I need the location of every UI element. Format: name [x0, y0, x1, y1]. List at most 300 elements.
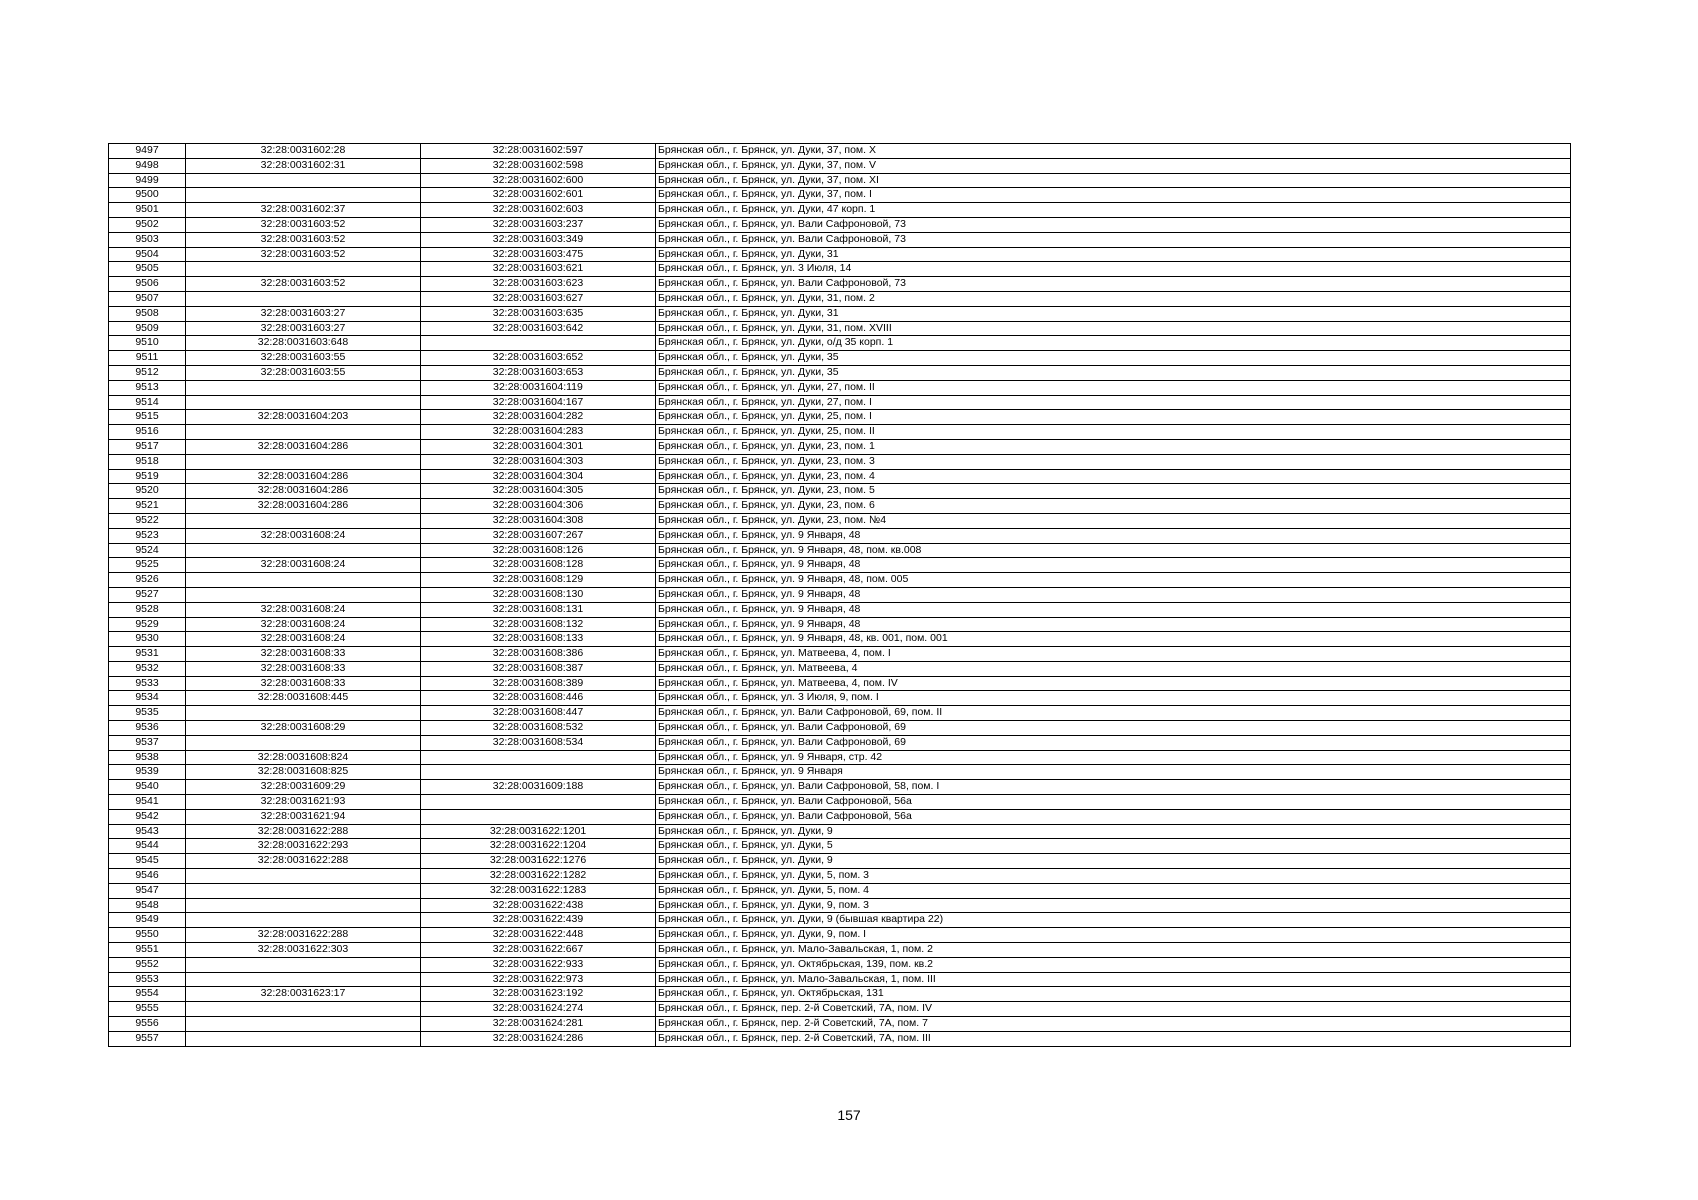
parcel-number-cell — [186, 262, 421, 277]
address-cell: Брянская обл., г. Брянск, ул. Дуки, 35 — [656, 351, 1571, 366]
address-cell: Брянская обл., г. Брянск, ул. 9 Января, 48, пом. 005 — [656, 573, 1571, 588]
object-number-cell: 32:28:0031623:192 — [421, 987, 656, 1002]
data-table — [108, 143, 1571, 1047]
parcel-number-cell — [186, 173, 421, 188]
object-number-cell: 32:28:0031608:386 — [421, 647, 656, 662]
row-number-cell: 9518 — [109, 454, 186, 469]
object-number-cell: 32:28:0031608:131 — [421, 602, 656, 617]
parcel-number-cell: 32:28:0031602:31 — [186, 158, 421, 173]
parcel-number-cell: 32:28:0031621:94 — [186, 809, 421, 824]
row-number-cell: 9543 — [109, 824, 186, 839]
table-row — [109, 410, 1571, 425]
table-row — [109, 676, 1571, 691]
table-row — [109, 943, 1571, 958]
parcel-number-cell: 32:28:0031603:27 — [186, 306, 421, 321]
row-number-cell: 9500 — [109, 188, 186, 203]
object-number-cell: 32:28:0031622:667 — [421, 943, 656, 958]
object-number-cell: 32:28:0031622:1201 — [421, 824, 656, 839]
table-row — [109, 587, 1571, 602]
parcel-number-cell: 32:28:0031602:28 — [186, 144, 421, 159]
object-number-cell: 32:28:0031603:349 — [421, 232, 656, 247]
row-number-cell: 9506 — [109, 277, 186, 292]
object-number-cell: 32:28:0031604:167 — [421, 395, 656, 410]
row-number-cell: 9545 — [109, 854, 186, 869]
row-number-cell: 9540 — [109, 780, 186, 795]
address-cell: Брянская обл., г. Брянск, ул. Дуки, 25, пом. II — [656, 425, 1571, 440]
parcel-number-cell — [186, 543, 421, 558]
address-cell: Брянская обл., г. Брянск, ул. Дуки, 9, пом. 3 — [656, 898, 1571, 913]
table-row — [109, 232, 1571, 247]
parcel-number-cell: 32:28:0031603:52 — [186, 232, 421, 247]
parcel-number-cell: 32:28:0031622:288 — [186, 928, 421, 943]
object-number-cell: 32:28:0031608:128 — [421, 558, 656, 573]
row-number-cell: 9507 — [109, 291, 186, 306]
table-row — [109, 188, 1571, 203]
address-cell: Брянская обл., г. Брянск, ул. Вали Сафроновой, 73 — [656, 217, 1571, 232]
address-cell: Брянская обл., г. Брянск, ул. Вали Сафроновой, 73 — [656, 232, 1571, 247]
parcel-number-cell: 32:28:0031621:93 — [186, 795, 421, 810]
row-number-cell: 9529 — [109, 617, 186, 632]
row-number-cell: 9508 — [109, 306, 186, 321]
object-number-cell: 32:28:0031603:621 — [421, 262, 656, 277]
table-row — [109, 750, 1571, 765]
address-cell: Брянская обл., г. Брянск, ул. 9 Января, 48 — [656, 602, 1571, 617]
object-number-cell: 32:28:0031608:130 — [421, 587, 656, 602]
parcel-number-cell: 32:28:0031603:52 — [186, 247, 421, 262]
address-cell: Брянская обл., г. Брянск, ул. Дуки, 37, пом. X — [656, 144, 1571, 159]
address-cell: Брянская обл., г. Брянск, ул. Вали Сафроновой, 69 — [656, 721, 1571, 736]
address-cell: Брянская обл., г. Брянск, ул. Дуки, 5, пом. 4 — [656, 883, 1571, 898]
address-cell: Брянская обл., г. Брянск, ул. Дуки, 25, пом. I — [656, 410, 1571, 425]
row-number-cell: 9549 — [109, 913, 186, 928]
table-row — [109, 558, 1571, 573]
parcel-number-cell: 32:28:0031603:55 — [186, 351, 421, 366]
object-number-cell: 32:28:0031608:446 — [421, 691, 656, 706]
address-cell: Брянская обл., г. Брянск, ул. Дуки, 27, пом. I — [656, 395, 1571, 410]
parcel-number-cell — [186, 706, 421, 721]
address-cell: Брянская обл., г. Брянск, ул. Матвеева, 4, пом. I — [656, 647, 1571, 662]
row-number-cell: 9553 — [109, 972, 186, 987]
address-cell: Брянская обл., г. Брянск, ул. 9 Января, 48 — [656, 528, 1571, 543]
parcel-number-cell: 32:28:0031608:24 — [186, 617, 421, 632]
row-number-cell: 9525 — [109, 558, 186, 573]
object-number-cell — [421, 765, 656, 780]
address-cell: Брянская обл., г. Брянск, ул. Дуки, 23, пом. №4 — [656, 513, 1571, 528]
parcel-number-cell: 32:28:0031608:445 — [186, 691, 421, 706]
address-cell: Брянская обл., г. Брянск, ул. Дуки, 47 корп. 1 — [656, 203, 1571, 218]
object-number-cell: 32:28:0031603:642 — [421, 321, 656, 336]
row-number-cell: 9512 — [109, 365, 186, 380]
parcel-number-cell — [186, 883, 421, 898]
address-cell: Брянская обл., г. Брянск, ул. Вали Сафроновой, 56а — [656, 809, 1571, 824]
row-number-cell: 9497 — [109, 144, 186, 159]
table-row — [109, 439, 1571, 454]
object-number-cell: 32:28:0031602:600 — [421, 173, 656, 188]
object-number-cell: 32:28:0031602:601 — [421, 188, 656, 203]
object-number-cell: 32:28:0031608:532 — [421, 721, 656, 736]
object-number-cell: 32:28:0031608:126 — [421, 543, 656, 558]
table-row — [109, 351, 1571, 366]
table-row — [109, 809, 1571, 824]
parcel-number-cell — [186, 454, 421, 469]
object-number-cell: 32:28:0031603:623 — [421, 277, 656, 292]
table-row — [109, 691, 1571, 706]
address-cell: Брянская обл., г. Брянск, ул. Дуки, 23, пом. 5 — [656, 484, 1571, 499]
table-row — [109, 454, 1571, 469]
table-row — [109, 365, 1571, 380]
address-cell: Брянская обл., г. Брянск, ул. Матвеева, 4 — [656, 661, 1571, 676]
parcel-number-cell: 32:28:0031608:24 — [186, 602, 421, 617]
table-row — [109, 869, 1571, 884]
table-row — [109, 499, 1571, 514]
parcel-number-cell: 32:28:0031604:286 — [186, 499, 421, 514]
row-number-cell: 9524 — [109, 543, 186, 558]
row-number-cell: 9538 — [109, 750, 186, 765]
row-number-cell: 9544 — [109, 839, 186, 854]
table-row — [109, 913, 1571, 928]
parcel-number-cell: 32:28:0031604:286 — [186, 484, 421, 499]
row-number-cell: 9534 — [109, 691, 186, 706]
object-number-cell: 32:28:0031608:132 — [421, 617, 656, 632]
object-number-cell: 32:28:0031622:439 — [421, 913, 656, 928]
table-row — [109, 765, 1571, 780]
table-row — [109, 203, 1571, 218]
parcel-number-cell — [186, 291, 421, 306]
address-cell: Брянская обл., г. Брянск, ул. Дуки, о/д 35 корп. 1 — [656, 336, 1571, 351]
parcel-number-cell: 32:28:0031622:288 — [186, 854, 421, 869]
table-row — [109, 735, 1571, 750]
parcel-number-cell: 32:28:0031608:33 — [186, 676, 421, 691]
address-cell: Брянская обл., г. Брянск, ул. Дуки, 9 — [656, 824, 1571, 839]
row-number-cell: 9548 — [109, 898, 186, 913]
row-number-cell: 9517 — [109, 439, 186, 454]
row-number-cell: 9527 — [109, 587, 186, 602]
parcel-number-cell — [186, 587, 421, 602]
row-number-cell: 9554 — [109, 987, 186, 1002]
row-number-cell: 9552 — [109, 957, 186, 972]
object-number-cell: 32:28:0031622:1282 — [421, 869, 656, 884]
parcel-number-cell: 32:28:0031608:24 — [186, 632, 421, 647]
parcel-number-cell — [186, 972, 421, 987]
table-row — [109, 543, 1571, 558]
address-cell: Брянская обл., г. Брянск, ул. Дуки, 23, пом. 1 — [656, 439, 1571, 454]
row-number-cell: 9533 — [109, 676, 186, 691]
address-cell: Брянская обл., г. Брянск, ул. Дуки, 37, пом. XI — [656, 173, 1571, 188]
parcel-number-cell: 32:28:0031608:24 — [186, 528, 421, 543]
address-cell: Брянская обл., г. Брянск, ул. 9 Января, 48 — [656, 587, 1571, 602]
table-row — [109, 513, 1571, 528]
table-row — [109, 144, 1571, 159]
parcel-number-cell: 32:28:0031608:824 — [186, 750, 421, 765]
address-cell: Брянская обл., г. Брянск, ул. Вали Сафроновой, 69, пом. II — [656, 706, 1571, 721]
address-cell: Брянская обл., г. Брянск, ул. Дуки, 5 — [656, 839, 1571, 854]
table-row — [109, 928, 1571, 943]
row-number-cell: 9532 — [109, 661, 186, 676]
table-row — [109, 706, 1571, 721]
object-number-cell: 32:28:0031622:1283 — [421, 883, 656, 898]
object-number-cell: 32:28:0031604:282 — [421, 410, 656, 425]
row-number-cell: 9557 — [109, 1031, 186, 1046]
parcel-number-cell — [186, 913, 421, 928]
object-number-cell — [421, 750, 656, 765]
parcel-number-cell: 32:28:0031603:27 — [186, 321, 421, 336]
row-number-cell: 9547 — [109, 883, 186, 898]
object-number-cell: 32:28:0031608:534 — [421, 735, 656, 750]
parcel-number-cell: 32:28:0031604:203 — [186, 410, 421, 425]
table-body — [109, 144, 1571, 1047]
address-cell: Брянская обл., г. Брянск, пер. 2-й Советский, 7А, пом. IV — [656, 1002, 1571, 1017]
object-number-cell: 32:28:0031604:308 — [421, 513, 656, 528]
row-number-cell: 9519 — [109, 469, 186, 484]
object-number-cell: 32:28:0031602:603 — [421, 203, 656, 218]
address-cell: Брянская обл., г. Брянск, ул. Дуки, 31, пом. XVIII — [656, 321, 1571, 336]
object-number-cell: 32:28:0031624:281 — [421, 1017, 656, 1032]
address-cell: Брянская обл., г. Брянск, ул. Октябрьская, 131 — [656, 987, 1571, 1002]
table-row — [109, 291, 1571, 306]
object-number-cell: 32:28:0031603:653 — [421, 365, 656, 380]
table-row — [109, 277, 1571, 292]
parcel-number-cell: 32:28:0031608:33 — [186, 647, 421, 662]
row-number-cell: 9546 — [109, 869, 186, 884]
address-cell: Брянская обл., г. Брянск, ул. Мало-Завальская, 1, пом. 2 — [656, 943, 1571, 958]
parcel-number-cell — [186, 1031, 421, 1046]
page-number: 157 — [837, 1107, 861, 1123]
parcel-number-cell — [186, 188, 421, 203]
table-row — [109, 883, 1571, 898]
table-row — [109, 854, 1571, 869]
address-cell: Брянская обл., г. Брянск, ул. 3 Июля, 14 — [656, 262, 1571, 277]
parcel-number-cell — [186, 898, 421, 913]
address-cell: Брянская обл., г. Брянск, ул. Октябрьская, 139, пом. кв.2 — [656, 957, 1571, 972]
table-row — [109, 972, 1571, 987]
table-row — [109, 173, 1571, 188]
object-number-cell: 32:28:0031608:447 — [421, 706, 656, 721]
table-row — [109, 425, 1571, 440]
address-cell: Брянская обл., г. Брянск, ул. Дуки, 35 — [656, 365, 1571, 380]
address-cell: Брянская обл., г. Брянск, ул. Дуки, 9, пом. I — [656, 928, 1571, 943]
address-cell: Брянская обл., г. Брянск, ул. 9 Января, 48 — [656, 558, 1571, 573]
row-number-cell: 9526 — [109, 573, 186, 588]
parcel-number-cell: 32:28:0031622:303 — [186, 943, 421, 958]
object-number-cell: 32:28:0031622:1204 — [421, 839, 656, 854]
address-cell: Брянская обл., г. Брянск, ул. 3 Июля, 9, пом. I — [656, 691, 1571, 706]
object-number-cell: 32:28:0031608:389 — [421, 676, 656, 691]
row-number-cell: 9515 — [109, 410, 186, 425]
parcel-number-cell — [186, 395, 421, 410]
address-cell: Брянская обл., г. Брянск, ул. Вали Сафроновой, 69 — [656, 735, 1571, 750]
row-number-cell: 9521 — [109, 499, 186, 514]
table-row — [109, 217, 1571, 232]
object-number-cell: 32:28:0031607:267 — [421, 528, 656, 543]
row-number-cell: 9505 — [109, 262, 186, 277]
parcel-number-cell — [186, 957, 421, 972]
address-cell: Брянская обл., г. Брянск, ул. Матвеева, 4, пом. IV — [656, 676, 1571, 691]
address-cell: Брянская обл., г. Брянск, ул. Дуки, 37, пом. V — [656, 158, 1571, 173]
parcel-number-cell: 32:28:0031604:286 — [186, 469, 421, 484]
table-row — [109, 469, 1571, 484]
table-row — [109, 336, 1571, 351]
parcel-number-cell: 32:28:0031603:648 — [186, 336, 421, 351]
parcel-number-cell — [186, 425, 421, 440]
row-number-cell: 9536 — [109, 721, 186, 736]
row-number-cell: 9511 — [109, 351, 186, 366]
row-number-cell: 9541 — [109, 795, 186, 810]
parcel-number-cell: 32:28:0031622:293 — [186, 839, 421, 854]
table-row — [109, 632, 1571, 647]
row-number-cell: 9509 — [109, 321, 186, 336]
address-cell: Брянская обл., г. Брянск, ул. Вали Сафроновой, 73 — [656, 277, 1571, 292]
table-row — [109, 647, 1571, 662]
row-number-cell: 9502 — [109, 217, 186, 232]
object-number-cell — [421, 795, 656, 810]
row-number-cell: 9530 — [109, 632, 186, 647]
table-row — [109, 395, 1571, 410]
row-number-cell: 9514 — [109, 395, 186, 410]
row-number-cell: 9510 — [109, 336, 186, 351]
address-cell: Брянская обл., г. Брянск, ул. 9 Января, 48, пом. кв.008 — [656, 543, 1571, 558]
address-cell: Брянская обл., г. Брянск, ул. Дуки, 37, пом. I — [656, 188, 1571, 203]
object-number-cell: 32:28:0031604:304 — [421, 469, 656, 484]
table-row — [109, 898, 1571, 913]
row-number-cell: 9539 — [109, 765, 186, 780]
parcel-number-cell: 32:28:0031608:24 — [186, 558, 421, 573]
object-number-cell: 32:28:0031604:306 — [421, 499, 656, 514]
object-number-cell: 32:28:0031603:237 — [421, 217, 656, 232]
row-number-cell: 9523 — [109, 528, 186, 543]
row-number-cell: 9513 — [109, 380, 186, 395]
parcel-number-cell: 32:28:0031603:52 — [186, 277, 421, 292]
table-row — [109, 573, 1571, 588]
parcel-number-cell: 32:28:0031602:37 — [186, 203, 421, 218]
object-number-cell: 32:28:0031622:438 — [421, 898, 656, 913]
table-row — [109, 380, 1571, 395]
address-cell: Брянская обл., г. Брянск, ул. Дуки, 31 — [656, 247, 1571, 262]
object-number-cell: 32:28:0031603:652 — [421, 351, 656, 366]
parcel-number-cell: 32:28:0031623:17 — [186, 987, 421, 1002]
address-cell: Брянская обл., г. Брянск, ул. Дуки, 31, пом. 2 — [656, 291, 1571, 306]
parcel-number-cell: 32:28:0031608:29 — [186, 721, 421, 736]
object-number-cell: 32:28:0031604:119 — [421, 380, 656, 395]
parcel-number-cell: 32:28:0031622:288 — [186, 824, 421, 839]
row-number-cell: 9537 — [109, 735, 186, 750]
table-row — [109, 987, 1571, 1002]
object-number-cell — [421, 336, 656, 351]
object-number-cell: 32:28:0031622:1276 — [421, 854, 656, 869]
object-number-cell: 32:28:0031622:933 — [421, 957, 656, 972]
object-number-cell: 32:28:0031609:188 — [421, 780, 656, 795]
object-number-cell: 32:28:0031602:598 — [421, 158, 656, 173]
address-cell: Брянская обл., г. Брянск, ул. 9 Января, стр. 42 — [656, 750, 1571, 765]
parcel-number-cell: 32:28:0031608:825 — [186, 765, 421, 780]
table-row — [109, 824, 1571, 839]
address-cell: Брянская обл., г. Брянск, ул. Дуки, 23, пом. 4 — [656, 469, 1571, 484]
object-number-cell: 32:28:0031603:475 — [421, 247, 656, 262]
object-number-cell: 32:28:0031603:635 — [421, 306, 656, 321]
address-cell: Брянская обл., г. Брянск, ул. Вали Сафроновой, 58, пом. I — [656, 780, 1571, 795]
row-number-cell: 9556 — [109, 1017, 186, 1032]
row-number-cell: 9504 — [109, 247, 186, 262]
table-row — [109, 306, 1571, 321]
address-cell: Брянская обл., г. Брянск, ул. Дуки, 9 — [656, 854, 1571, 869]
table-row — [109, 721, 1571, 736]
row-number-cell: 9498 — [109, 158, 186, 173]
row-number-cell: 9535 — [109, 706, 186, 721]
address-cell: Брянская обл., г. Брянск, ул. Дуки, 27, пом. II — [656, 380, 1571, 395]
address-cell: Брянская обл., г. Брянск, пер. 2-й Советский, 7А, пом. 7 — [656, 1017, 1571, 1032]
table-row — [109, 321, 1571, 336]
table-row — [109, 484, 1571, 499]
address-cell: Брянская обл., г. Брянск, ул. Вали Сафроновой, 56а — [656, 795, 1571, 810]
address-cell: Брянская обл., г. Брянск, пер. 2-й Советский, 7А, пом. III — [656, 1031, 1571, 1046]
object-number-cell — [421, 809, 656, 824]
row-number-cell: 9499 — [109, 173, 186, 188]
table-row — [109, 247, 1571, 262]
address-cell: Брянская обл., г. Брянск, ул. Дуки, 23, пом. 6 — [656, 499, 1571, 514]
address-cell: Брянская обл., г. Брянск, ул. Дуки, 5, пом. 3 — [656, 869, 1571, 884]
parcel-number-cell — [186, 1017, 421, 1032]
object-number-cell: 32:28:0031622:448 — [421, 928, 656, 943]
row-number-cell: 9542 — [109, 809, 186, 824]
address-cell: Брянская обл., г. Брянск, ул. 9 Января, 48 — [656, 617, 1571, 632]
table-row — [109, 528, 1571, 543]
address-cell: Брянская обл., г. Брянск, ул. Мало-Завальская, 1, пом. III — [656, 972, 1571, 987]
parcel-number-cell — [186, 513, 421, 528]
table-row — [109, 1031, 1571, 1046]
table-row — [109, 839, 1571, 854]
object-number-cell: 32:28:0031604:305 — [421, 484, 656, 499]
address-cell: Брянская обл., г. Брянск, ул. Дуки, 31 — [656, 306, 1571, 321]
row-number-cell: 9550 — [109, 928, 186, 943]
table-row — [109, 617, 1571, 632]
row-number-cell: 9531 — [109, 647, 186, 662]
row-number-cell: 9520 — [109, 484, 186, 499]
object-number-cell: 32:28:0031603:627 — [421, 291, 656, 306]
table-row — [109, 1017, 1571, 1032]
object-number-cell: 32:28:0031624:286 — [421, 1031, 656, 1046]
address-cell: Брянская обл., г. Брянск, ул. Дуки, 23, пом. 3 — [656, 454, 1571, 469]
object-number-cell: 32:28:0031604:301 — [421, 439, 656, 454]
row-number-cell: 9522 — [109, 513, 186, 528]
table-row — [109, 158, 1571, 173]
row-number-cell: 9528 — [109, 602, 186, 617]
row-number-cell: 9555 — [109, 1002, 186, 1017]
parcel-number-cell — [186, 735, 421, 750]
parcel-number-cell: 32:28:0031609:29 — [186, 780, 421, 795]
parcel-number-cell: 32:28:0031603:52 — [186, 217, 421, 232]
table-row — [109, 1002, 1571, 1017]
address-cell: Брянская обл., г. Брянск, ул. 9 Января, 48, кв. 001, пом. 001 — [656, 632, 1571, 647]
parcel-number-cell: 32:28:0031603:55 — [186, 365, 421, 380]
object-number-cell: 32:28:0031604:303 — [421, 454, 656, 469]
parcel-number-cell: 32:28:0031608:33 — [186, 661, 421, 676]
table-row — [109, 661, 1571, 676]
table-row — [109, 262, 1571, 277]
object-number-cell: 32:28:0031602:597 — [421, 144, 656, 159]
table-row — [109, 957, 1571, 972]
row-number-cell: 9503 — [109, 232, 186, 247]
object-number-cell: 32:28:0031608:387 — [421, 661, 656, 676]
parcel-number-cell — [186, 869, 421, 884]
row-number-cell: 9516 — [109, 425, 186, 440]
parcel-number-cell — [186, 1002, 421, 1017]
address-cell: Брянская обл., г. Брянск, ул. 9 Января — [656, 765, 1571, 780]
table-row — [109, 602, 1571, 617]
row-number-cell: 9551 — [109, 943, 186, 958]
parcel-number-cell: 32:28:0031604:286 — [186, 439, 421, 454]
parcel-number-cell — [186, 573, 421, 588]
address-cell: Брянская обл., г. Брянск, ул. Дуки, 9 (бывшая квартира 22) — [656, 913, 1571, 928]
row-number-cell: 9501 — [109, 203, 186, 218]
